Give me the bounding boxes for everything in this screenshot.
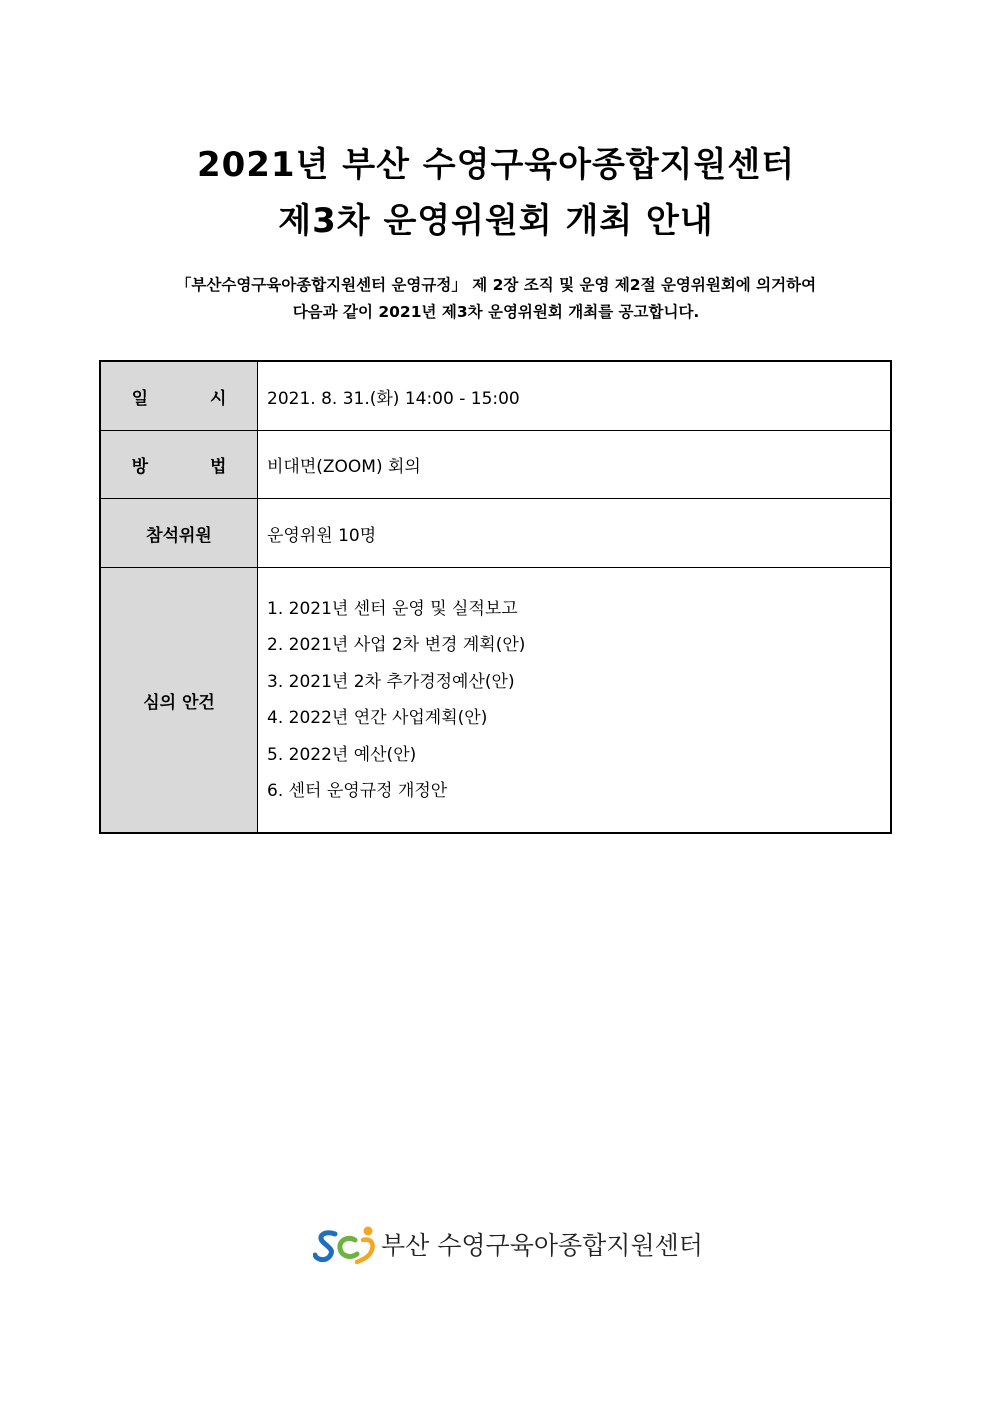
center-logo-icon <box>313 1222 377 1266</box>
agenda-item: 1. 2021년 센터 운영 및 실적보고 <box>267 598 518 619</box>
agenda-list <box>267 591 890 810</box>
agenda-item: 6. 센터 운영규정 개정안 <box>267 781 448 801</box>
meeting-info-table <box>99 360 892 834</box>
agenda-item: 5. 2022년 예산(안) <box>267 744 417 765</box>
attendees-label: 참석위원 <box>100 499 258 568</box>
attendees-value: 운영위원 10명 <box>258 499 892 568</box>
table-row-date <box>100 361 891 431</box>
footer-organization <box>313 1222 703 1266</box>
method-value: 비대면(ZOOM) 회의 <box>258 431 892 499</box>
date-value: 2021. 8. 31.(화) 14:00 - 15:00 <box>258 361 892 431</box>
agenda-item: 4. 2022년 연간 사업계획(안) <box>267 708 488 728</box>
table-row-method <box>100 431 891 499</box>
agenda-label: 심의 안건 <box>100 568 258 834</box>
organization-name: 부산 수영구육아종합지원센터 <box>381 1231 703 1260</box>
intro-line-2: 다음과 같이 2021년 제3차 운영위원회 개최를 공고합니다. <box>292 303 700 321</box>
date-label: 일 시 <box>100 361 258 431</box>
agenda-value <box>258 568 892 834</box>
title-line-1: 2021년 부산 수영구육아종합지원센터 <box>196 145 796 185</box>
intro-line-1: 「부산수영구육아종합지원센터 운영규정」 제 2장 조직 및 운영 제2절 운영위원회에 의거하여 <box>175 276 817 294</box>
table-row-agenda <box>100 568 891 834</box>
table-row-attendees <box>100 499 891 568</box>
agenda-item: 3. 2021년 2차 추가경정예산(안) <box>267 671 515 692</box>
method-label: 방 법 <box>100 431 258 499</box>
agenda-item: 2. 2021년 사업 2차 변경 계획(안) <box>267 635 526 655</box>
title-line-2: 제3차 운영위원회 개최 안내 <box>278 201 714 241</box>
